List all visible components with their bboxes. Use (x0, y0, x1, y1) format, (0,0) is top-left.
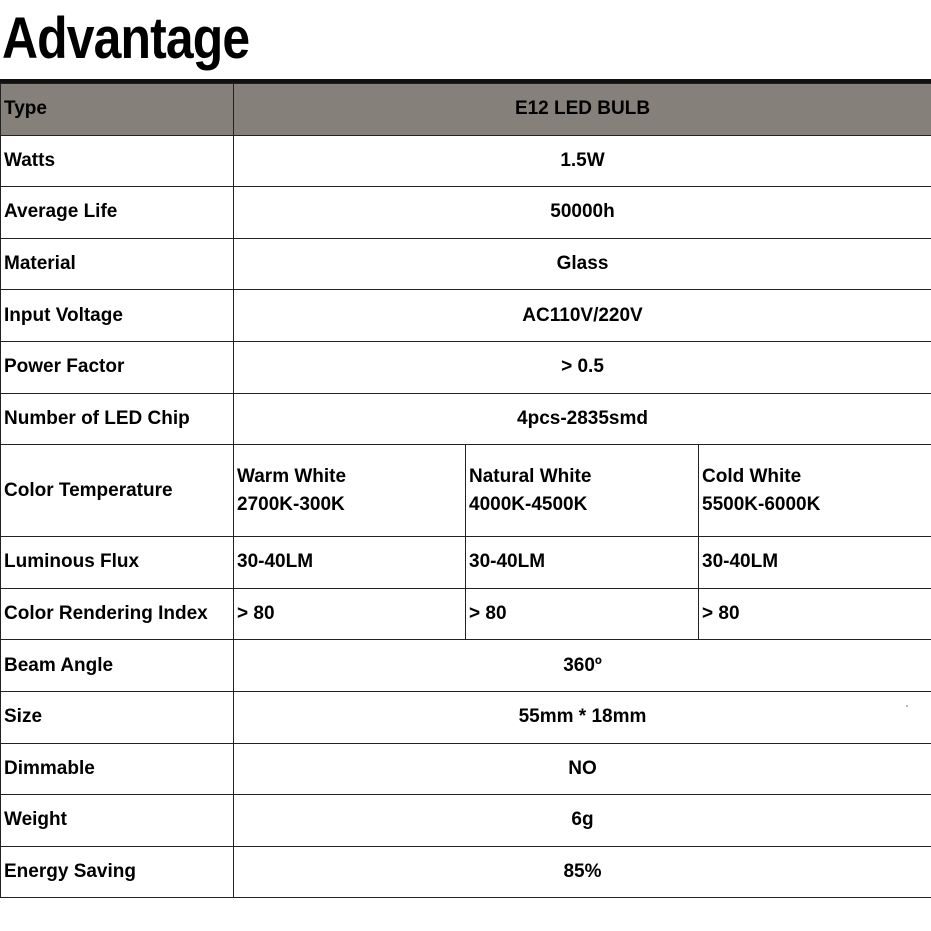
row-value-natural: > 80 (466, 588, 699, 640)
row-value: 6g (234, 795, 931, 847)
table-row-weight (1, 795, 931, 847)
row-label: Color Temperature (1, 445, 234, 537)
row-value: NO (234, 743, 931, 795)
table-row-luminous-flux (1, 537, 931, 589)
row-label: Weight (1, 795, 234, 847)
row-value-cold (699, 445, 931, 537)
row-value-cold: > 80 (699, 588, 931, 640)
spec-table (0, 83, 931, 898)
page-title: Advantage (2, 6, 250, 71)
row-label: Input Voltage (1, 290, 234, 342)
stray-dot (906, 705, 908, 707)
row-label: Average Life (1, 187, 234, 239)
row-label: Beam Angle (1, 640, 234, 692)
row-label: Dimmable (1, 743, 234, 795)
table-row-material (1, 238, 931, 290)
row-label: Number of LED Chip (1, 393, 234, 445)
row-value: Glass (234, 238, 931, 290)
row-label: Size (1, 691, 234, 743)
table-row-led-chip (1, 393, 931, 445)
row-value: 55mm * 18mm (234, 691, 931, 743)
row-value-natural (466, 445, 699, 537)
value-line-1: Natural White (469, 465, 592, 487)
table-row-size (1, 691, 931, 743)
table-row-watts (1, 135, 931, 187)
row-value: 50000h (234, 187, 931, 239)
row-value: E12 LED BULB (234, 84, 931, 136)
value-line-1: Cold White (702, 465, 802, 487)
value-line-1: Warm White (237, 465, 347, 487)
row-label: Watts (1, 135, 234, 187)
row-value-natural: 30-40LM (466, 537, 699, 589)
table-row-color-temperature (1, 445, 931, 537)
row-value-warm: 30-40LM (234, 537, 466, 589)
table-row-input-voltage (1, 290, 931, 342)
row-value: AC110V/220V (234, 290, 931, 342)
table-row-cri (1, 588, 931, 640)
row-value-warm: > 80 (234, 588, 466, 640)
row-label: Power Factor (1, 341, 234, 393)
row-value-cold: 30-40LM (699, 537, 931, 589)
row-label: Luminous Flux (1, 537, 234, 589)
row-value: 360º (234, 640, 931, 692)
row-label: Type (1, 84, 234, 136)
row-label: Color Rendering Index (1, 588, 234, 640)
row-label: Material (1, 238, 234, 290)
row-value: 4pcs-2835smd (234, 393, 931, 445)
table-row-average-life (1, 187, 931, 239)
table-row-dimmable (1, 743, 931, 795)
table-row-type (1, 84, 931, 136)
row-value: > 0.5 (234, 341, 931, 393)
row-label: Energy Saving (1, 846, 234, 898)
row-value-warm (234, 445, 466, 537)
table-row-energy-saving (1, 846, 931, 898)
value-line-2: 5500K-6000K (702, 493, 821, 515)
value-line-2: 4000K-4500K (469, 493, 588, 515)
value-line-2: 2700K-300K (237, 493, 345, 515)
row-value: 85% (234, 846, 931, 898)
table-row-power-factor (1, 341, 931, 393)
row-value: 1.5W (234, 135, 931, 187)
table-row-beam-angle (1, 640, 931, 692)
